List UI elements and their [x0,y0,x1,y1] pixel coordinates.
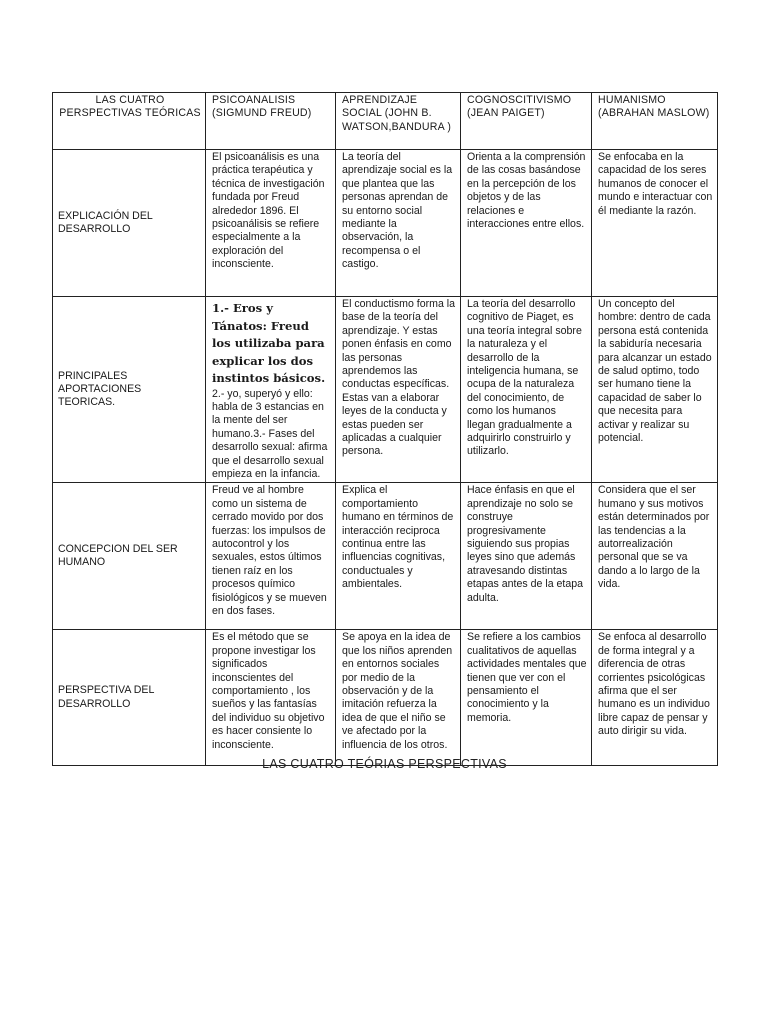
table-cell: Considera que el ser humano y sus motivos están determinados por las tendencias a la autorrealización personal que se va dando a lo largo de la vida. [592,483,718,630]
header-humanismo: HUMANISMO (ABRAHAN MASLOW) [592,93,718,150]
table-cell: El psicoanálisis es una práctica terapéutica y técnica de investigación fundada por Freud alrededor 1896. El psicoanálisis se refiere especialmente a la exploración del inconsciente. [206,150,336,297]
table-row [53,150,718,297]
header-cognoscitivismo: COGNOSCITIVISMO (JEAN PAIGET) [461,93,592,150]
table-cell: El conductismo forma la base de la teoría del aprendizaje. Y estas ponen énfasis en como las personas aprendemos las conductas específicas. Estas van a elaborar leyes de la conducta y estas pueden ser aplicadas a cualquier persona. [336,297,461,483]
table-row [53,297,718,483]
row-label: PRINCIPALES APORTACIONES TEORICAS. [53,297,206,483]
row-label: EXPLICACIÓN DEL DESARROLLO [53,150,206,297]
table-cell: La teoría del aprendizaje social es la que plantea que las personas aprendan de su entorno social mediante la observación, la recompensa o el castigo. [336,150,461,297]
table-cell: Se enfoca al desarrollo de forma integral y a diferencia de otras corrientes psicológicas afirma que el ser humano es un individuo libre capaz de pensar y auto dirigir su vida. [592,630,718,766]
table-caption: LAS CUATRO TEÓRIAS PERSPECTIVAS [262,757,507,771]
table-cell: Se refiere a los cambios cualitativos de aquellas actividades mentales que tienen que ver con el pensamiento el conocimiento y la memoria. [461,630,592,766]
table-header-row [53,93,718,150]
table-row [53,483,718,630]
table-cell: Orienta a la comprensión de las cosas basándose en la percepción de los objetos y de las relaciones e interacciones entre ellos. [461,150,592,297]
header-aprendizaje-social: APRENDIZAJE SOCIAL (JOHN B. WATSON,BANDURA ) [336,93,461,150]
table-cell: Se enfocaba en la capacidad de los seres humanos de conocer el mundo e interactuar con él mediante la razón. [592,150,718,297]
header-corner: LAS CUATRO PERSPECTIVAS TEÓRICAS [53,93,206,150]
cell-text: 2.- yo, superyó y ello: habla de 3 estancias en la mente del ser humano.3.- Fases del desarrollo sexual: afirma que el desarrollo sexual empieza en la infancia. [212,387,328,480]
row-label: PERSPECTIVA DEL DESARROLLO [53,630,206,766]
cell-highlight-text: 1.- Eros y Tánatos: Freud los utilizaba para explicar los dos instintos básicos. [212,301,326,385]
row-label: CONCEPCION DEL SER HUMANO [53,483,206,630]
table-cell: Explica el comportamiento humano en términos de interacción reciproca continua entre las influencias cognitivas, conductuales y ambientales. [336,483,461,630]
table-cell [206,297,336,483]
table-cell: Freud ve al hombre como un sistema de cerrado movido por dos fuerzas: los impulsos de autocontrol y los sexuales, estos últimos tienen raíz en los procesos químico fisiológicos y se mueven en dos fases. [206,483,336,630]
table-cell: Se apoya en la idea de que los niños aprenden en entornos sociales por medio de la observación y de la imitación refuerza la idea de que el niño se ve afectado por la influencia de los otros. [336,630,461,766]
table-cell: Un concepto del hombre: dentro de cada persona está contenida la sabiduría necesaria para alcanzar un estado de salud optimo, todo ser humano tiene la capacidad de saber lo que necesita para activar y realizar su potencial. [592,297,718,483]
table-cell: Hace énfasis en que el aprendizaje no solo se construye progresivamente siguiendo sus propias leyes sino que además atravesando distintas etapas antes de la etapa adulta. [461,483,592,630]
table-cell: Es el método que se propone investigar los significados inconscientes del comportamiento , los sueños y las fantasías del individuo su objetivo es hacer consiente lo inconsciente. [206,630,336,766]
table-row [53,630,718,766]
perspectives-table [52,92,718,766]
table-cell: La teoría del desarrollo cognitivo de Piaget, es una teoría integral sobre la naturaleza y el desarrollo de la inteligencia humana, se ocupa de la naturaleza del conocimiento, de como los humanos llegan gradualmente a adquirirlo construirlo y utilizarlo. [461,297,592,483]
header-psicoanalisis: PSICOANALISIS (SIGMUND FREUD) [206,93,336,150]
